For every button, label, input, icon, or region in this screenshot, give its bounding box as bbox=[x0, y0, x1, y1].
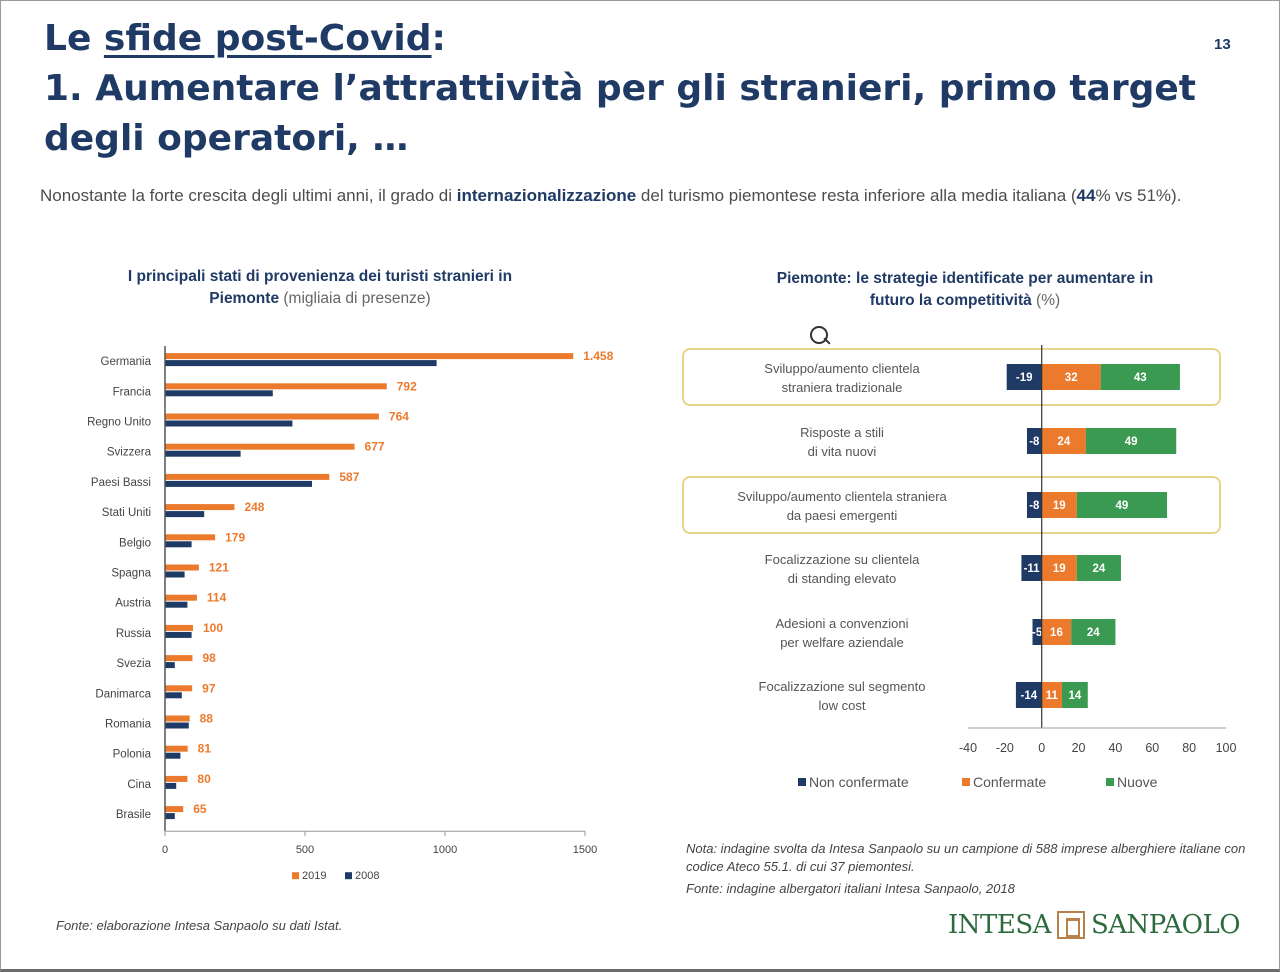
value-label-non-confermate: -8 bbox=[1029, 436, 1040, 448]
value-label-2019: 81 bbox=[197, 741, 212, 756]
value-label-confermate: 19 bbox=[1052, 563, 1066, 575]
legend-swatch bbox=[1106, 778, 1114, 786]
intesa-sanpaolo-logo bbox=[948, 910, 1240, 940]
value-label-nuove: 24 bbox=[1092, 563, 1106, 575]
strategy-label bbox=[737, 489, 947, 523]
value-label-confermate: 24 bbox=[1057, 436, 1071, 448]
x-tick-label: 80 bbox=[1182, 741, 1197, 755]
country-label: Polonia bbox=[112, 748, 151, 761]
country-label: Francia bbox=[112, 386, 151, 399]
right-chart-title-sub: (%) bbox=[1036, 292, 1061, 309]
value-label-nuove: 14 bbox=[1068, 690, 1082, 702]
intro-pre: Nonostante la forte crescita degli ultimi anni, il grado di bbox=[40, 186, 457, 205]
value-label-2019: 677 bbox=[364, 439, 385, 454]
value-label-2019: 65 bbox=[193, 802, 207, 817]
value-label-2019: 121 bbox=[208, 560, 229, 575]
value-label-confermate: 11 bbox=[1045, 690, 1058, 702]
intro-bold: internazionalizzazione bbox=[456, 186, 637, 205]
legend-label: Non confermate bbox=[809, 774, 909, 790]
legend-swatch-2019 bbox=[292, 872, 299, 879]
legend-label-2019: 2019 bbox=[302, 870, 327, 883]
strategy-label bbox=[759, 679, 926, 713]
value-label-non-confermate: -14 bbox=[1020, 690, 1038, 702]
value-label-nuove: 43 bbox=[1133, 372, 1147, 384]
value-label-2019: 98 bbox=[202, 651, 216, 666]
x-tick-label: 1500 bbox=[572, 844, 598, 857]
logo-mark-icon bbox=[1057, 911, 1085, 939]
value-label-non-confermate: -11 bbox=[1023, 563, 1040, 575]
title-prefix: Le bbox=[44, 18, 104, 59]
legend-swatch bbox=[798, 778, 806, 786]
note-text: Nota: indagine svolta da Intesa Sanpaolo su un campione di 588 imprese alberghiere italiane con codice Ateco 55.1. di cui 37 piemontesi. bbox=[686, 841, 1246, 874]
strategy-label-line: Adesioni a convenzioni bbox=[775, 616, 909, 631]
value-label-confermate: 32 bbox=[1064, 372, 1078, 384]
value-label-2019: 248 bbox=[244, 500, 265, 515]
country-label: Danimarca bbox=[95, 688, 151, 701]
logo-text-left: INTESA bbox=[948, 910, 1051, 940]
x-tick-label: 0 bbox=[161, 844, 169, 857]
strategy-label-line: Risposte a stili bbox=[800, 425, 884, 440]
strategy-label bbox=[764, 361, 920, 395]
value-label-non-confermate: -5 bbox=[1031, 627, 1043, 639]
country-label: Svezia bbox=[116, 658, 151, 671]
country-label: Belgio bbox=[119, 537, 151, 550]
country-label: Regno Unito bbox=[87, 416, 151, 429]
value-label-2019: 587 bbox=[339, 469, 360, 484]
value-label-2019: 114 bbox=[206, 590, 227, 605]
logo-text-right: SANPAOLO bbox=[1090, 910, 1241, 940]
x-tick-label: 100 bbox=[1215, 741, 1237, 755]
title-line-2: 1. Aumentare l’attrattività per gli stranieri, primo target bbox=[44, 68, 1196, 109]
country-label: Russia bbox=[115, 627, 151, 640]
x-tick-label: 500 bbox=[295, 844, 315, 857]
country-label: Romania bbox=[104, 718, 151, 731]
country-label: Svizzera bbox=[106, 446, 151, 459]
x-tick-label: 60 bbox=[1145, 741, 1160, 755]
title-colon: : bbox=[431, 18, 446, 59]
value-label-2019: 97 bbox=[202, 681, 216, 696]
value-label-2019: 1.458 bbox=[583, 349, 614, 364]
country-label: Austria bbox=[115, 597, 151, 610]
intro-mid: del turismo piemontese resta inferiore alla media italiana ( bbox=[636, 186, 1077, 205]
country-label: Brasile bbox=[115, 809, 151, 822]
strategy-label-line: Sviluppo/aumento clientela straniera bbox=[737, 489, 947, 504]
value-label-nuove: 49 bbox=[1124, 436, 1138, 448]
x-tick-label: -40 bbox=[958, 741, 978, 755]
country-label: Spagna bbox=[111, 567, 151, 580]
value-label-non-confermate: -8 bbox=[1029, 500, 1040, 512]
strategy-label-line: low cost bbox=[818, 698, 866, 713]
left-chart-title-sub: (migliaia di presenze) bbox=[283, 290, 431, 307]
page-number: 13 bbox=[1214, 36, 1231, 53]
value-label-non-confermate: -19 bbox=[1015, 372, 1033, 384]
x-tick-label: 1000 bbox=[432, 844, 458, 857]
x-tick-label: 40 bbox=[1108, 741, 1123, 755]
intro-pct: 44 bbox=[1076, 186, 1096, 205]
value-label-confermate: 16 bbox=[1050, 627, 1063, 639]
value-label-2019: 792 bbox=[396, 379, 417, 394]
value-label-nuove: 49 bbox=[1115, 500, 1129, 512]
right-chart-title-bold: Piemonte: le strategie identificate per aumentare in futuro la competitività bbox=[776, 270, 1154, 309]
intro-post: % vs 51%). bbox=[1095, 186, 1182, 205]
legend-label-2008: 2008 bbox=[355, 870, 380, 883]
country-label: Stati Uniti bbox=[101, 507, 151, 520]
strategy-label bbox=[765, 552, 920, 586]
strategy-label-line: Focalizzazione sul segmento bbox=[758, 679, 926, 694]
strategy-label-line: di vita nuovi bbox=[807, 444, 877, 459]
legend-swatch-2008 bbox=[345, 872, 352, 879]
x-tick-label: 20 bbox=[1071, 741, 1086, 755]
strategy-label bbox=[776, 616, 909, 650]
value-label-2019: 88 bbox=[199, 711, 213, 726]
legend-swatch bbox=[962, 778, 970, 786]
strategy-label-line: straniera tradizionale bbox=[781, 380, 903, 395]
strategy-label-line: per welfare aziendale bbox=[780, 635, 904, 650]
strategy-label bbox=[800, 425, 884, 459]
legend-label: Confermate bbox=[973, 774, 1047, 790]
strategy-label-line: Sviluppo/aumento clientela bbox=[764, 361, 920, 376]
left-source: Fonte: elaborazione Intesa Sanpaolo su dati Istat. bbox=[56, 918, 343, 933]
survey-note bbox=[686, 840, 1266, 898]
x-tick-label: -20 bbox=[995, 741, 1014, 755]
value-label-2019: 179 bbox=[225, 530, 246, 545]
legend-label: Nuove bbox=[1117, 774, 1158, 790]
value-label-2019: 80 bbox=[197, 771, 211, 786]
value-label-confermate: 19 bbox=[1052, 500, 1066, 512]
country-label: Paesi Bassi bbox=[90, 476, 151, 489]
right-source: Fonte: indagine albergatori italiani Intesa Sanpaolo, 2018 bbox=[686, 881, 1015, 896]
title-underlined: sfide post-Covid bbox=[103, 18, 432, 59]
country-label: Cina bbox=[127, 778, 151, 791]
country-label: Germania bbox=[100, 356, 151, 369]
strategy-label-line: da paesi emergenti bbox=[786, 508, 898, 523]
strategy-label-line: Focalizzazione su clientela bbox=[764, 552, 920, 567]
title-line-3: degli operatori, … bbox=[44, 118, 409, 159]
value-label-2019: 764 bbox=[388, 409, 409, 424]
x-tick-label: 0 bbox=[1038, 741, 1046, 755]
value-label-nuove: 24 bbox=[1086, 627, 1100, 639]
value-label-2019: 100 bbox=[203, 620, 224, 635]
left-chart-title-bold: I principali stati di provenienza dei turisti stranieri in Piemonte bbox=[127, 268, 513, 307]
strategy-label-line: di standing elevato bbox=[787, 571, 897, 586]
